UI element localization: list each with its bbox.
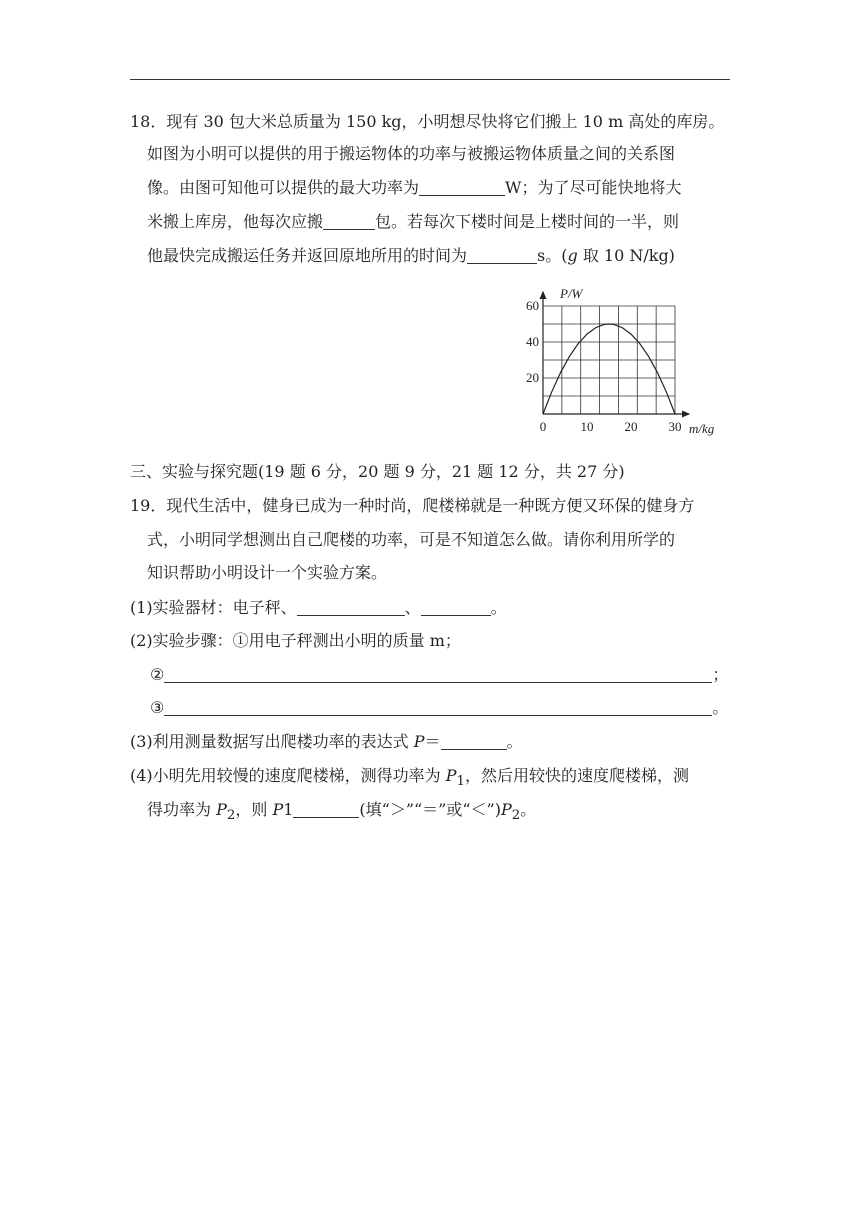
q18-line-1: 18．现有 30 包大米总质量为 150 kg，小明想尽快将它们搬上 10 m 高处的库房。 xyxy=(130,112,725,131)
answer-blank-time[interactable] xyxy=(467,247,537,264)
answer-blank-compare[interactable] xyxy=(293,801,359,818)
answer-blank-equipment-2[interactable] xyxy=(421,599,491,616)
answer-blank-bags[interactable] xyxy=(323,213,375,230)
q19-step-2 xyxy=(150,664,728,686)
q19-text: ，然后用较快的速度爬楼梯，测 xyxy=(465,766,690,785)
x-tick-label: 10 xyxy=(580,419,594,434)
q19-text: (3)利用测量数据写出爬楼功率的表达式 xyxy=(130,732,414,751)
symbol-P: P xyxy=(413,732,425,751)
q19-part-1 xyxy=(130,597,507,619)
q19-text: 。 xyxy=(520,800,537,819)
power-curve xyxy=(543,324,675,414)
q19-text: (填“＞”“＝”或“＜”) xyxy=(359,800,501,819)
subscript: 1 xyxy=(456,774,466,790)
q18-text: W；为了尽可能快地将大 xyxy=(505,178,682,197)
q18-text: 像。由图可知他可以提供的最大功率为 xyxy=(147,178,420,197)
q19-text: (1)实验器材：电子秤、 xyxy=(130,598,297,617)
q19-line-1: 19．现代生活中，健身已成为一种时尚，爬楼梯就是一种既方便又环保的健身方 xyxy=(130,496,695,515)
x-axis-label: m/kg xyxy=(689,421,715,436)
q18-line-2: 如图为小明可以提供的用于搬运物体的功率与被搬运物体质量之间的关系图 xyxy=(147,144,676,163)
q18-line-5 xyxy=(147,245,675,267)
q18-line-3 xyxy=(147,177,681,199)
x-tick-label: 30 xyxy=(668,419,682,434)
answer-blank-step-3[interactable] xyxy=(164,699,712,716)
q19-part-2: (2)实验步骤：①用电子秤测出小明的质量 m； xyxy=(130,631,461,650)
step-3-marker: ③ xyxy=(150,698,165,717)
y-tick-label: 40 xyxy=(526,334,539,349)
q19-text: ； xyxy=(712,665,729,684)
y-tick-label: 60 xyxy=(526,298,539,313)
y-axis-label: P/W xyxy=(560,286,583,301)
q19-part-4 xyxy=(130,765,689,793)
answer-blank-max-power[interactable] xyxy=(419,179,505,196)
grid xyxy=(543,306,675,414)
q19-text: 1 xyxy=(283,800,294,819)
q18-text: 取 10 N/kg) xyxy=(577,246,675,265)
header-rule xyxy=(130,79,730,80)
q19-line-2: 式，小明同学想测出自己爬楼的功率，可是不知道怎么做。请你利用所学的 xyxy=(147,530,676,549)
q19-text: 。 xyxy=(712,698,729,717)
q19-text: 得功率为 xyxy=(147,800,217,819)
q19-step-3 xyxy=(150,697,728,719)
q18-text: 米搬上库房，他每次应搬 xyxy=(147,212,324,231)
q19-text: ，则 xyxy=(235,800,273,819)
q19-text: 。 xyxy=(490,598,507,617)
q19-text: 、 xyxy=(404,598,421,617)
symbol-P2: P xyxy=(500,800,512,819)
q19-text: 。 xyxy=(506,732,523,751)
q18-line-4 xyxy=(147,211,679,233)
q18-text: 他最快完成搬运任务并返回原地所用的时间为 xyxy=(147,246,468,265)
q19-part-4-cont xyxy=(147,799,536,827)
q19-text: (4)小明先用较慢的速度爬楼梯，测得功率为 xyxy=(130,766,446,785)
q19-text: ＝ xyxy=(424,732,441,751)
y-tick-label: 20 xyxy=(526,370,539,385)
step-2-marker: ② xyxy=(150,665,165,684)
power-mass-graph xyxy=(520,284,740,444)
q19-part-3 xyxy=(130,731,523,753)
subscript: 2 xyxy=(226,808,236,824)
answer-blank-expression[interactable] xyxy=(441,733,507,750)
subscript: 2 xyxy=(511,808,521,824)
q18-text: s。( xyxy=(537,246,568,265)
symbol-P2: P xyxy=(216,800,227,819)
symbol-P: P xyxy=(272,800,284,819)
symbol-P1: P xyxy=(445,766,457,785)
q19-line-3: 知识帮助小明设计一个实验方案。 xyxy=(147,563,388,582)
x-tick-label: 0 xyxy=(539,419,547,434)
answer-blank-equipment-1[interactable] xyxy=(297,599,405,616)
q18-text: 包。若每次下楼时间是上楼时间的一半，则 xyxy=(375,212,680,231)
answer-blank-step-2[interactable] xyxy=(164,666,712,683)
x-tick-label: 20 xyxy=(624,419,638,434)
section-3-title: 三、实验与探究题(19 题 6 分，20 题 9 分，21 题 12 分，共 27 分) xyxy=(130,462,625,481)
q18-symbol-g: g xyxy=(567,246,578,265)
